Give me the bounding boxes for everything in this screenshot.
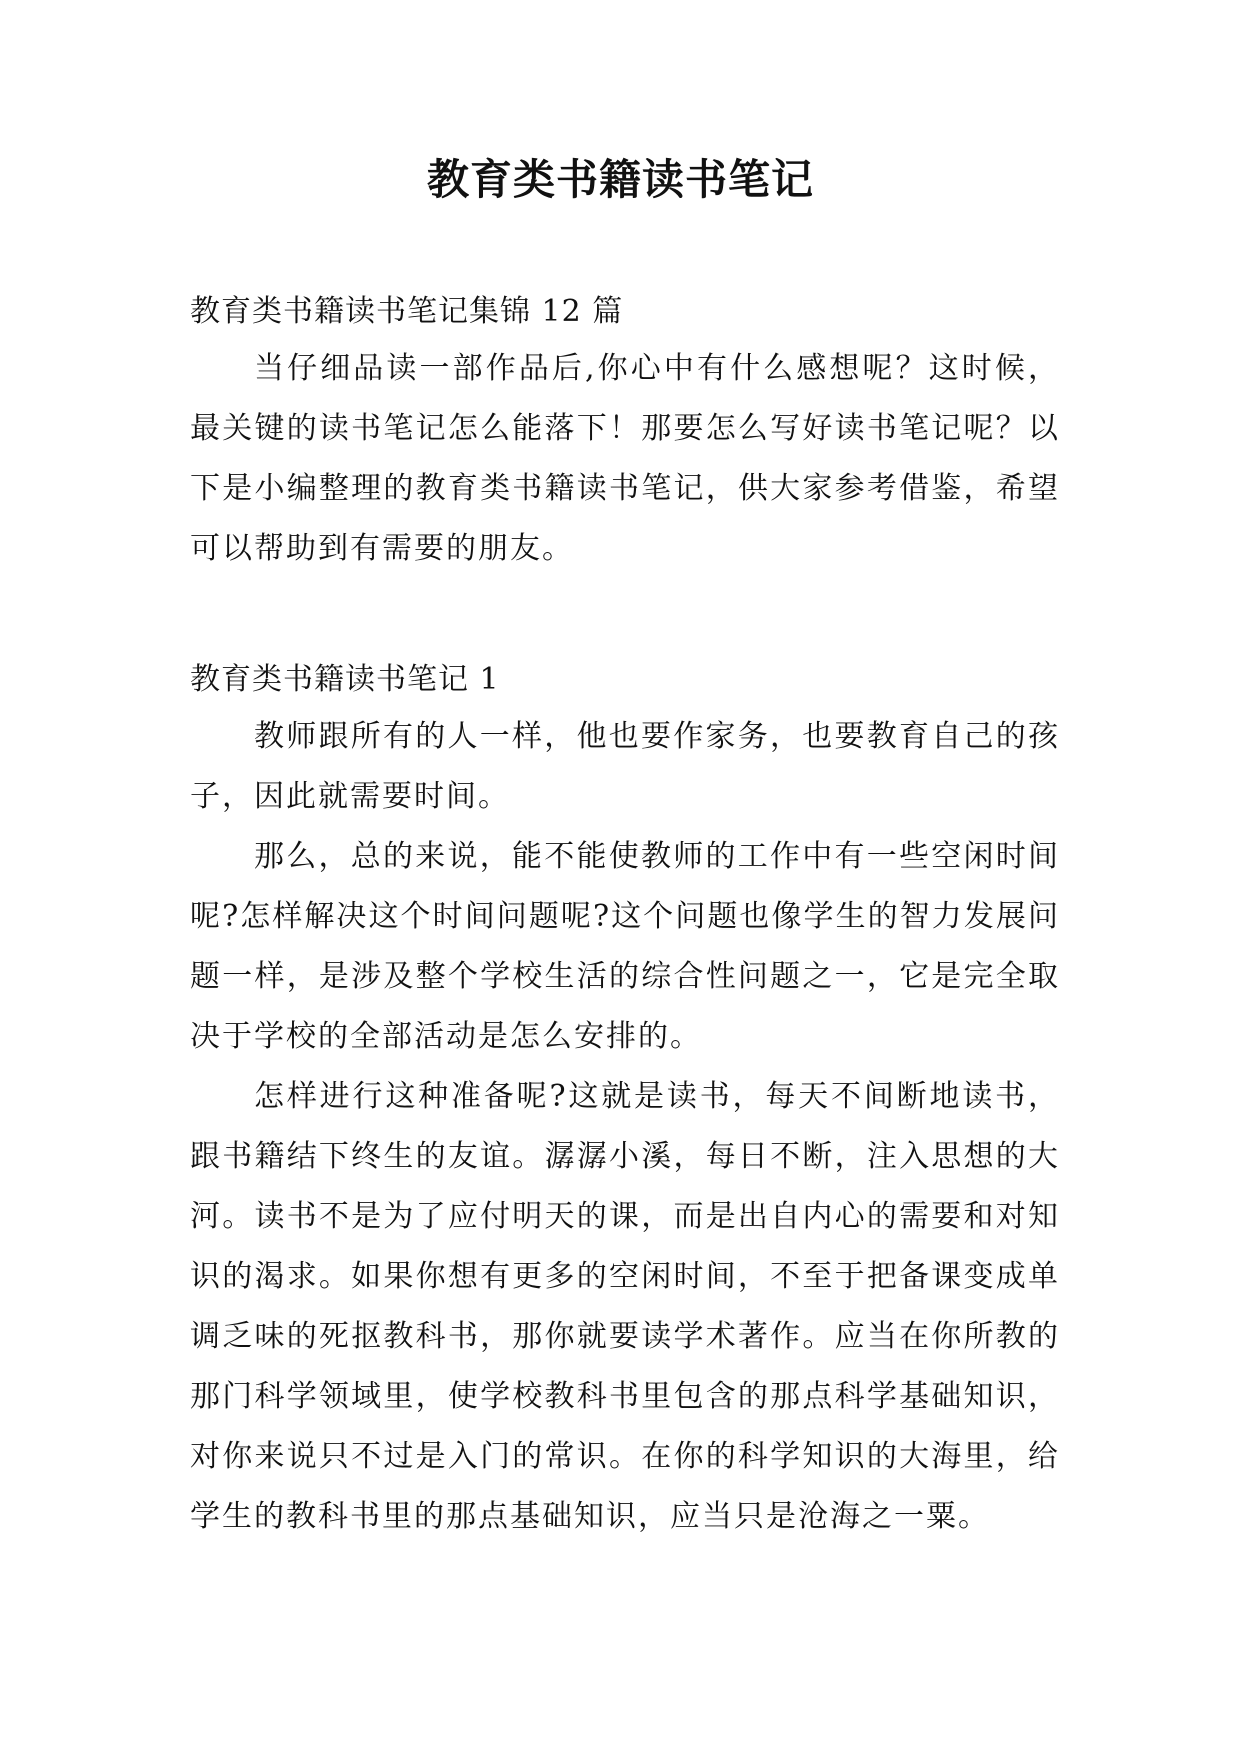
page-title: 教育类书籍读书笔记 [426,155,814,204]
section-heading: 教育类书籍读书笔记 1 [190,662,500,697]
section-spacer [190,579,1060,653]
document-body [190,285,1060,1547]
intro-paragraph: 当仔细品读一部作品后,你心中有什么感想呢？这时候，最关键的读书笔记怎么能落下！那要怎么写好读书笔记呢？以下是小编整理的教育类书籍读书笔记，供大家参考借鉴，希望可以帮助到有需要的朋友。 [190,351,1060,566]
body-paragraph: 那么，总的来说，能不能使教师的工作中有一些空闲时间呢?怎样解决这个时间问题呢?这个问题也像学生的智力发展问题一样，是涉及整个学校生活的综合性问题之一，它是完全取决于学校的全部活动是怎么安排的。 [190,839,1060,1054]
body-paragraph: 怎样进行这种准备呢?这就是读书，每天不间断地读书，跟书籍结下终生的友谊。潺潺小溪，每日不断，注入思想的大河。读书不是为了应付明天的课，而是出自内心的需要和对知识的渴求。如果你想有更多的空闲时间，不至于把备课变成单调乏味的死抠教科书，那你就要读学术著作。应当在你所教的那门科学领域里，使学校教科书里包含的那点科学基础知识，对你来说只不过是入门的常识。在你的科学知识的大海里，给学生的教科书里的那点基础知识，应当只是沧海之一粟。 [190,1079,1060,1534]
body-paragraph: 教师跟所有的人一样，他也要作家务，也要教育自己的孩子，因此就需要时间。 [190,719,1060,814]
intro-heading: 教育类书籍读书笔记集锦 12 篇 [190,294,624,329]
